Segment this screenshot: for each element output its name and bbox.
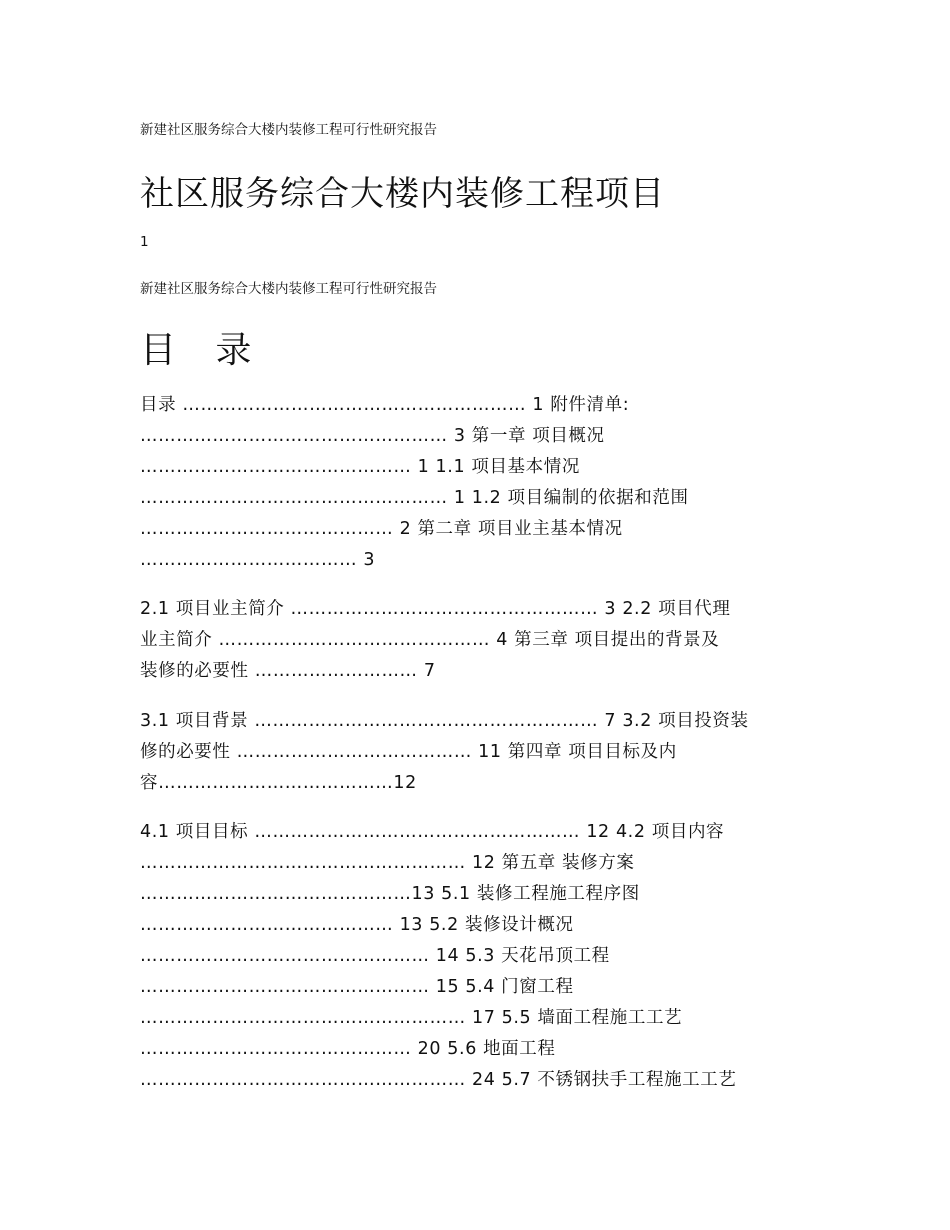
toc-line: 2.1 项目业主简介 …………………………………………… 3 2.2 项目代理 (140, 599, 731, 619)
toc-line: ……………………………………………… 12 第五章 装修方案 (140, 853, 635, 873)
toc-line: ……………………………………………… 24 5.7 不锈钢扶手工程施工工艺 (140, 1070, 737, 1090)
toc-line: ………………………………………… 15 5.4 门窗工程 (140, 977, 574, 997)
cover-title: 社区服务综合大楼内装修工程项目 (140, 174, 665, 214)
toc-line: 修的必要性 ………………………………… 11 第四章 项目目标及内 (140, 742, 677, 762)
toc-line: ……………………………………… 20 5.6 地面工程 (140, 1039, 556, 1059)
toc-line: 4.1 项目目标 ……………………………………………… 12 4.2 项目内容 (140, 822, 725, 842)
toc-heading: 目 录 (140, 330, 266, 371)
toc-line: ……………………………………… 1 1.1 项目基本情况 (140, 457, 580, 477)
toc-paragraph (140, 706, 820, 799)
page-number: 1 (140, 234, 149, 250)
toc-line: ………………………………………… 14 5.3 天花吊顶工程 (140, 946, 610, 966)
toc-paragraph (140, 390, 820, 576)
toc-line: ……………………………… 3 (140, 550, 376, 570)
toc-line: 目录 ………………………………………………… 1 附件清单: (140, 395, 630, 415)
toc-line: 业主简介 ……………………………………… 4 第三章 项目提出的背景及 (140, 630, 720, 650)
toc-line: 容…………………………………12 (140, 773, 417, 793)
toc-line: 3.1 项目背景 ………………………………………………… 7 3.2 项目投资装 (140, 711, 749, 731)
toc-paragraph (140, 817, 820, 1096)
toc-line: …………………………………………… 3 第一章 项目概况 (140, 426, 605, 446)
toc-line: …………………………………… 13 5.2 装修设计概况 (140, 915, 574, 935)
toc-line: ………………………………………13 5.1 装修工程施工程序图 (140, 884, 640, 904)
toc-line: …………………………………………… 1 1.2 项目编制的依据和范围 (140, 488, 689, 508)
toc-line: …………………………………… 2 第二章 项目业主基本情况 (140, 519, 623, 539)
toc-line: ……………………………………………… 17 5.5 墙面工程施工工艺 (140, 1008, 683, 1028)
toc-paragraph (140, 594, 820, 687)
running-header: 新建社区服务综合大楼内装修工程可行性研究报告 (140, 281, 437, 297)
running-header: 新建社区服务综合大楼内装修工程可行性研究报告 (140, 122, 437, 138)
toc-line: 装修的必要性 ……………………… 7 (140, 661, 436, 681)
